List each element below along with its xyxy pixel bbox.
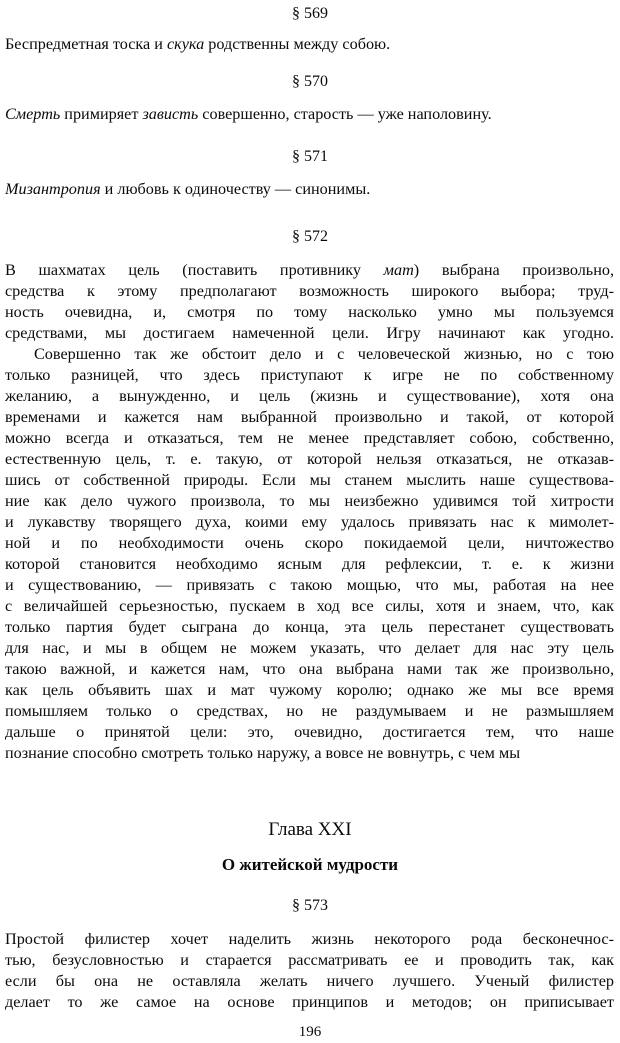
text-line: средства к этому предполагают возможность широкого выбора; труд- (5, 282, 614, 300)
text-line: тью, безусловностью и старается рассматривать ее и проводить так, как (5, 951, 614, 969)
chapter-title: Глава XXI (268, 819, 352, 840)
text-line: как цель объявить шах и мат чужому королю; однако же мы все время (5, 681, 614, 699)
text-line: познание способно смотреть только наружу, а вовсе не вовнутрь, с чем мы (5, 744, 521, 762)
text-line: временами и кажется нам выбранной произвольно и такой, от которой (5, 408, 614, 426)
text-line: только разницей, что здесь приступают к игре не по собственному (5, 366, 614, 384)
text-line: желанию, а вынужденно, и цель (жизнь и существование), хотя она (5, 387, 614, 405)
text-line: если бы она не оставляла желать ничего лучшего. Ученый филистер (5, 972, 614, 990)
section-number-569: § 569 (292, 5, 328, 22)
text-line: средствами, мы достигаем намеченной цели. Игру начинают как угодно. (5, 324, 614, 342)
text-line: естественную цель, т. е. такую, от которой нельзя отказаться, не отказав- (5, 450, 614, 468)
page-number: 196 (298, 1024, 322, 1040)
text-line: ние как дело чужого произвола, то мы неизбежно удивимся той хитрости (5, 492, 614, 510)
text-line: только партия будет сыграна до конца, эта цель перестанет существовать (5, 618, 614, 636)
text-line: для нас, и мы в общем не можем указать, что делает для нас эту цель (5, 639, 614, 657)
text-line: и существованию, — привязать с такою мощью, что мы, работая на нее (5, 576, 614, 594)
text-line: можно всегда и отказаться, тем не менее представляет собою, собственно, (5, 429, 614, 447)
section-number-572: § 572 (292, 228, 328, 245)
section-number-571: § 571 (292, 148, 328, 165)
text-line: и лукавству творящего духа, коими ему удалось привязать нас к мимолет- (5, 513, 614, 531)
text-line: шись от собственной природы. Если мы станем мыслить наше существова- (5, 471, 614, 489)
text-line: ность очевидна, и, смотря по тому насколько умно мы пользуемся (5, 303, 614, 321)
text-line: которой становится необходимо ясным для рефлексии, т. е. к жизни (5, 555, 614, 573)
chapter-subtitle: О житейской мудрости (221, 855, 399, 874)
text-line: Совершенно так же обстоит дело и с человеческой жизнью, но с тою (34, 345, 614, 363)
text-line: Простой филистер хочет наделить жизнь некоторого рода бесконечнос- (5, 930, 614, 948)
text-line: с величайшей серьезностью, пускаем в ход все силы, хотя и знаем, что, как (5, 597, 614, 615)
text-line-569: Беспредметная тоска и скука родственны между собою. (5, 35, 391, 53)
section-number-573: § 573 (292, 897, 328, 914)
text-line: такою важной, и кажется нам, что она выбрана нами так же произвольно, (5, 660, 614, 678)
text-line: помышляем только о средствах, но не раздумываем и не размышляем (5, 702, 614, 720)
text-line-572-1: В шахматах цель (поставить противнику мат) выбрана произвольно, (5, 261, 614, 279)
text-line-571: Мизантропия и любовь к одиночеству — синонимы. (5, 180, 371, 198)
text-line-570: Смерть примиряет зависть совершенно, старость — уже наполовину. (5, 105, 492, 123)
text-line: дальше о принятой цели: это, очевидно, достигается тем, что наше (5, 723, 614, 741)
section-number-570: § 570 (292, 73, 328, 90)
text-line: ной и по необходимости очень скоро покидаемой цели, ничтожество (5, 534, 614, 552)
text-line: делает то же самое на основе принципов и методов; он приписывает (5, 993, 614, 1011)
